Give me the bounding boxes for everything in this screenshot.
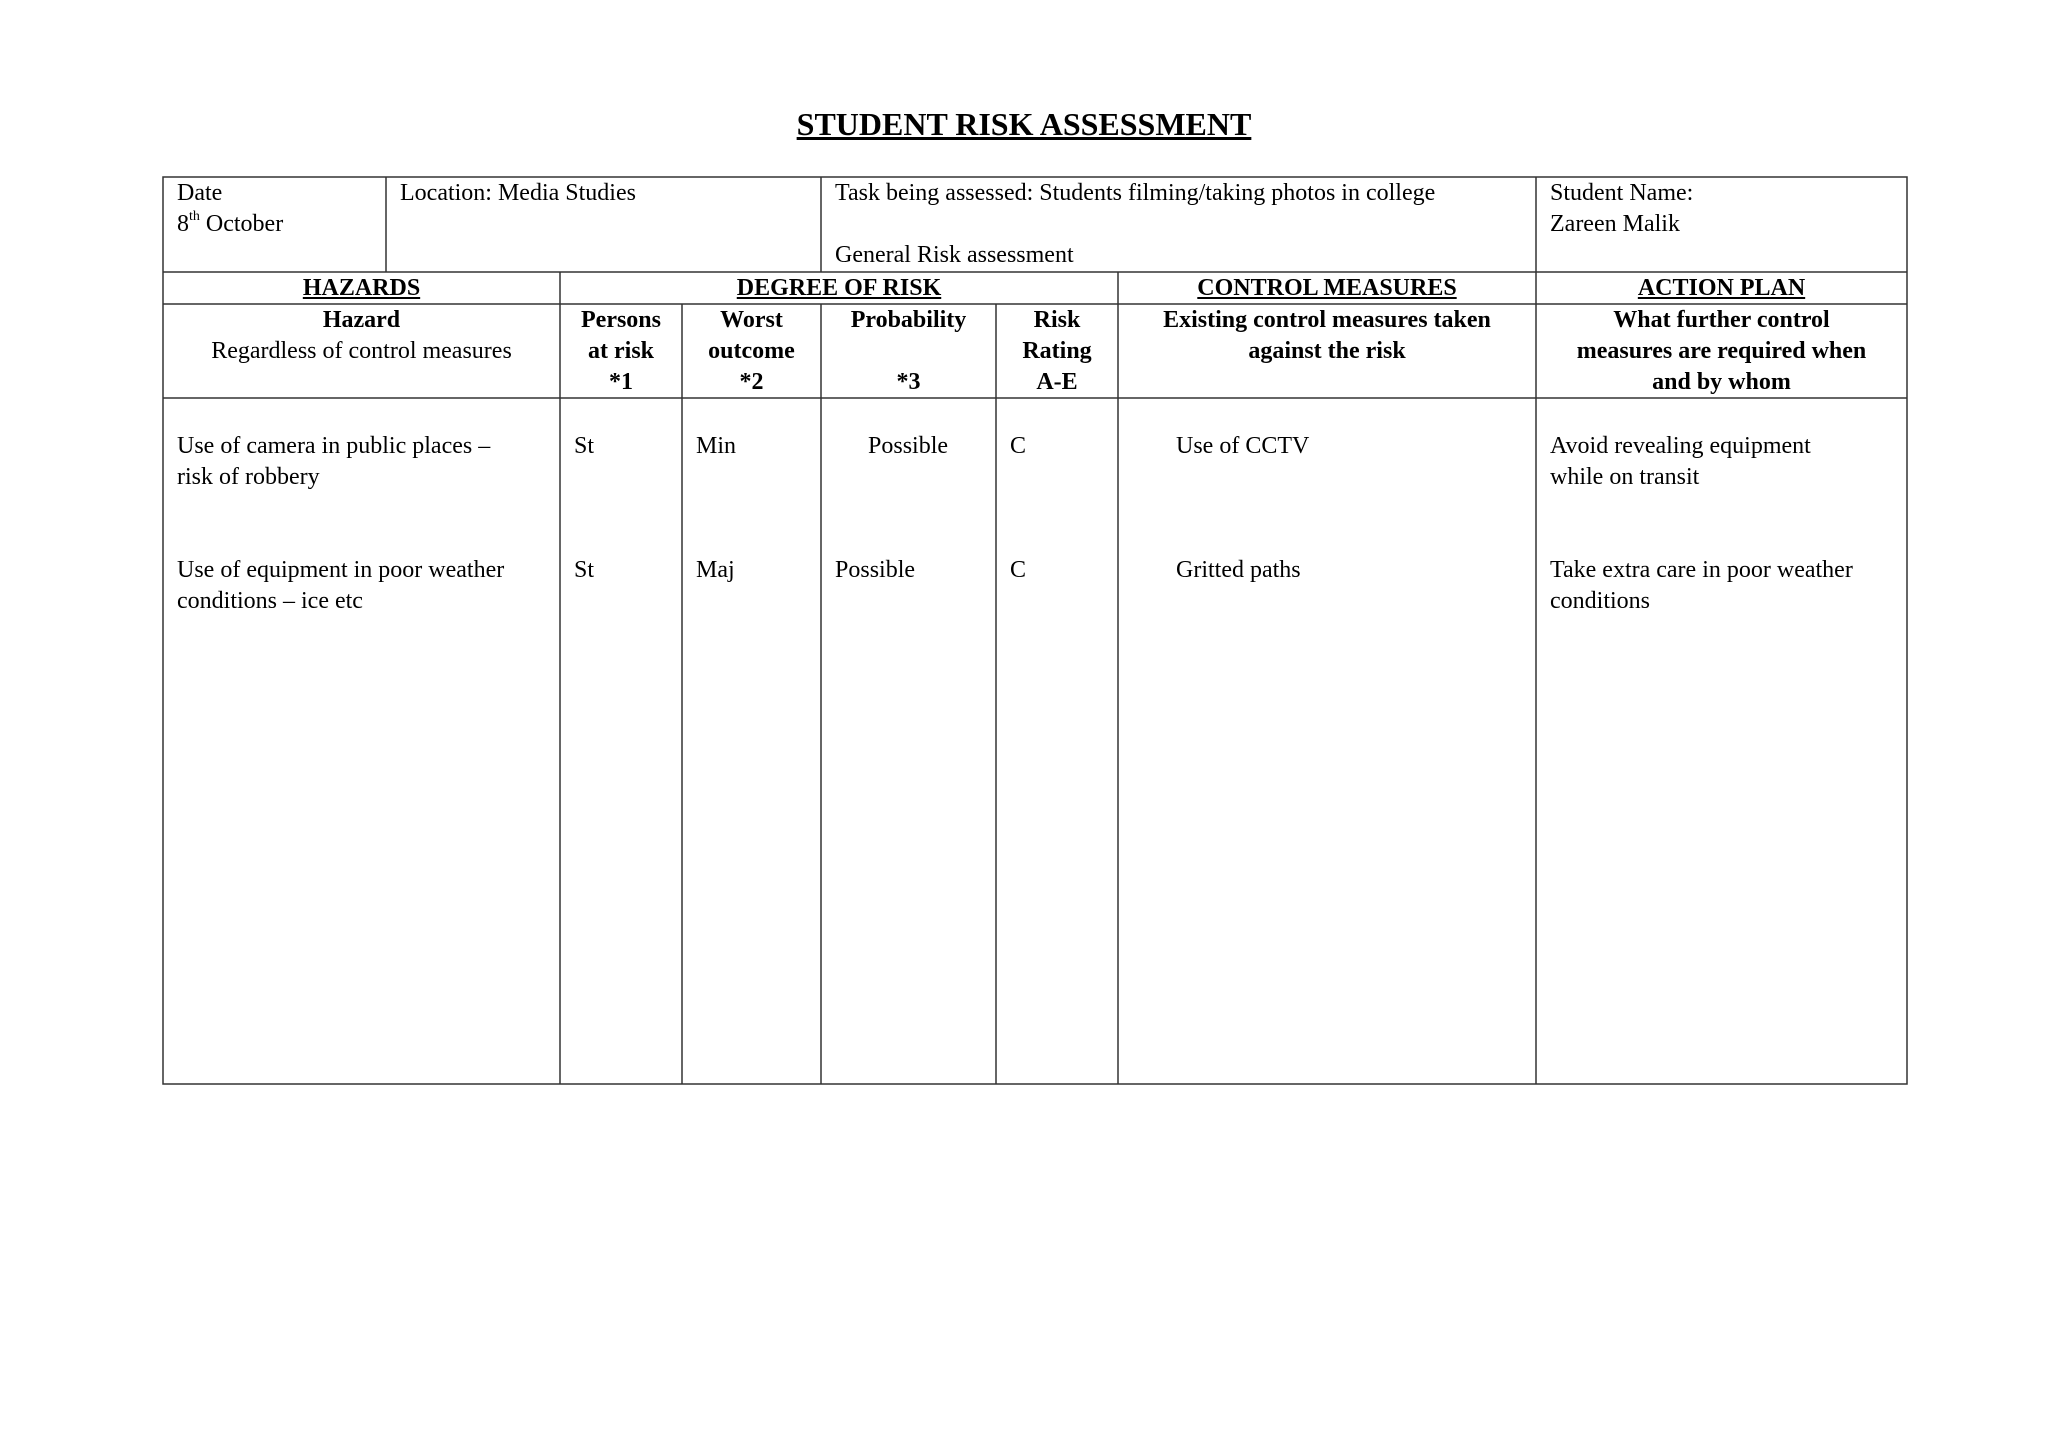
row-hazard-line1: Use of equipment in poor weather — [177, 557, 505, 583]
column-worst-line1: Worst — [720, 307, 783, 333]
column-persons-line2: at risk — [588, 338, 654, 364]
row-action-line2: conditions — [1550, 588, 1650, 614]
section-action-plan: ACTION PLAN — [1637, 275, 1806, 301]
row-risk-rating: C — [1010, 557, 1027, 583]
column-risk-line3: A-E — [1036, 369, 1078, 395]
column-hazard-subtitle: Regardless of control measures — [211, 338, 512, 364]
row-control-measure: Gritted paths — [1176, 557, 1301, 583]
column-further-line2: measures are required when — [1576, 338, 1867, 364]
row-probability: Possible — [868, 433, 949, 459]
task-field: Task being assessed: Students filming/taking photos in college — [835, 180, 1436, 206]
row-risk-rating: C — [1010, 433, 1027, 459]
column-risk-line2: Rating — [1022, 338, 1092, 364]
column-further-line1: What further control — [1613, 307, 1830, 333]
row-action-line2: while on transit — [1550, 464, 1700, 490]
column-existing-line2: against the risk — [1248, 338, 1406, 364]
column-risk-line1: Risk — [1033, 307, 1081, 333]
row-persons: St — [574, 433, 595, 459]
row-worst-outcome: Min — [696, 433, 737, 459]
row-control-measure: Use of CCTV — [1176, 433, 1310, 459]
section-control-measures: CONTROL MEASURES — [1197, 275, 1457, 301]
row-hazard-line1: Use of camera in public places – — [177, 433, 491, 459]
date-label: Date — [177, 180, 223, 206]
date-value: 8th October — [177, 209, 284, 237]
task-note: General Risk assessment — [835, 242, 1074, 268]
column-worst-line2: outcome — [708, 338, 795, 364]
column-further-line3: and by whom — [1652, 369, 1791, 395]
row-hazard-line2: risk of robbery — [177, 464, 320, 490]
column-existing-line1: Existing control measures taken — [1163, 307, 1491, 333]
location-field: Location: Media Studies — [400, 180, 636, 206]
student-name-label: Student Name: — [1550, 180, 1694, 206]
section-degree-of-risk: DEGREE OF RISK — [736, 275, 942, 301]
column-worst-line3: *2 — [739, 369, 764, 395]
section-hazards: HAZARDS — [302, 275, 421, 301]
column-probability-line1: Probability — [850, 307, 967, 333]
page-title: STUDENT RISK ASSESSMENT — [796, 106, 1252, 142]
row-action-line1: Take extra care in poor weather — [1550, 557, 1853, 583]
row-persons: St — [574, 557, 595, 583]
column-hazard-title: Hazard — [322, 307, 401, 333]
row-worst-outcome: Maj — [696, 557, 735, 583]
student-name-value: Zareen Malik — [1550, 211, 1680, 237]
column-persons-line1: Persons — [581, 307, 661, 333]
row-hazard-line2: conditions – ice etc — [177, 588, 363, 614]
column-probability-line2: *3 — [896, 369, 921, 395]
row-action-line1: Avoid revealing equipment — [1550, 433, 1811, 459]
row-probability: Possible — [835, 557, 916, 583]
column-persons-line3: *1 — [609, 369, 633, 395]
